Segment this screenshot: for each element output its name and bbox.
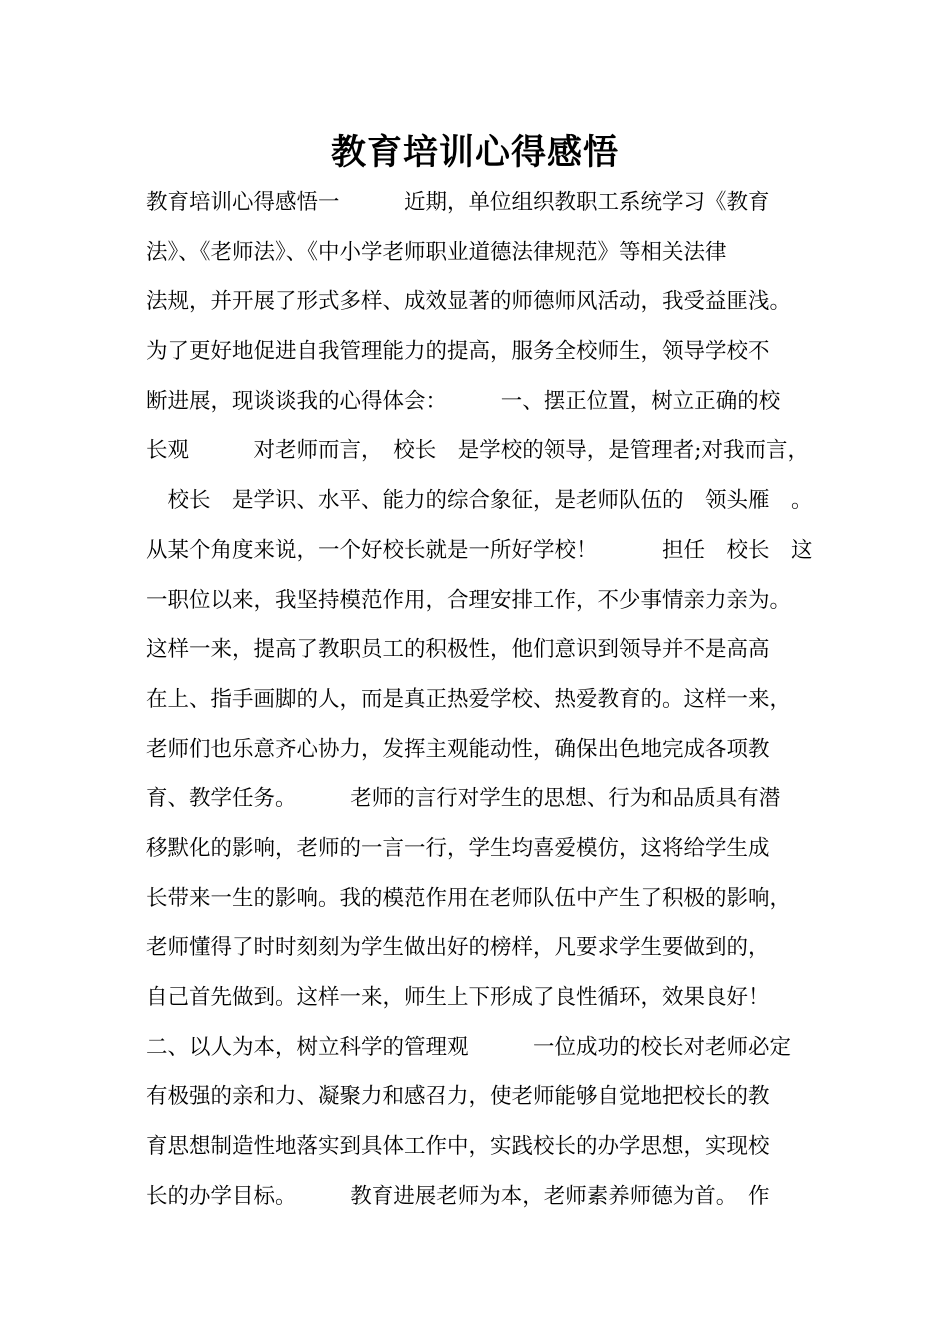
text-line: 为了更好地促进自我管理能力的提高，服务全校师生，领导学校不 [146,339,770,365]
text-line: 法》、《老师法》、《中小学老师职业道德法律规范》等相关法律 [146,239,727,265]
text-line: 二、以人为本，树立科学的管理观 一位成功的校长对老师必定 [146,1034,792,1060]
text-line: 移默化的影响，老师的一言一行，学生均喜爱模仿，这将给学生成 [146,835,770,861]
text-line: 长带来一生的影响。我的模范作用在老师队伍中产生了积极的影响， [146,885,792,911]
text-line: 育、教学任务。 老师的言行对学生的思想、行为和品质具有潜 [146,786,781,812]
text-line: 有极强的亲和力、凝聚力和感召力，使老师能够自觉地把校长的教 [146,1084,770,1110]
text-line: 育思想制造性地落实到具体工作中，实践校长的办学思想，实现校 [146,1134,770,1160]
text-line: 老师们也乐意齐心协力，发挥主观能动性，确保出色地完成各项教 [146,736,770,762]
text-line: 老师懂得了时时刻刻为学生做出好的榜样，凡要求学生要做到的， [146,935,770,961]
text-line: 法规，并开展了形式多样、成效显著的师德师风活动，我受益匪浅。 [146,289,792,315]
text-line: 长观 对老师而言， 校长 是学校的领导，是管理者;对我而言， [146,438,809,464]
text-line: 自己首先做到。这样一来，师生上下形成了良性循环，效果良好！ [146,985,770,1010]
text-line: 在上、指手画脚的人，而是真正热爱学校、热爱教育的。这样一来， [146,686,792,712]
text-line: 教育培训心得感悟一 近期，单位组织教职工系统学习《教育 [146,190,770,215]
text-line: 校长 是学识、水平、能力的综合象征，是老师队伍的 领头雁 。 [146,488,813,514]
document-title: 教育培训心得感悟 [330,133,619,173]
document-body [146,178,826,1221]
text-line: 这样一来，提高了教职员工的积极性，他们意识到领导并不是高高 [146,637,770,663]
text-line: 长的办学目标。 教育进展老师为本，老师素养师德为首。 作 [146,1183,770,1209]
text-line: 断进展，现谈谈我的心得体会： 一、摆正位置，树立正确的校 [146,388,781,414]
text-line: 从某个角度来说，一个好校长就是一所好学校！ 担任 校长 这 [146,537,813,563]
text-line: 一职位以来，我坚持模范作用，合理安排工作，不少事情亲力亲为。 [146,587,792,613]
